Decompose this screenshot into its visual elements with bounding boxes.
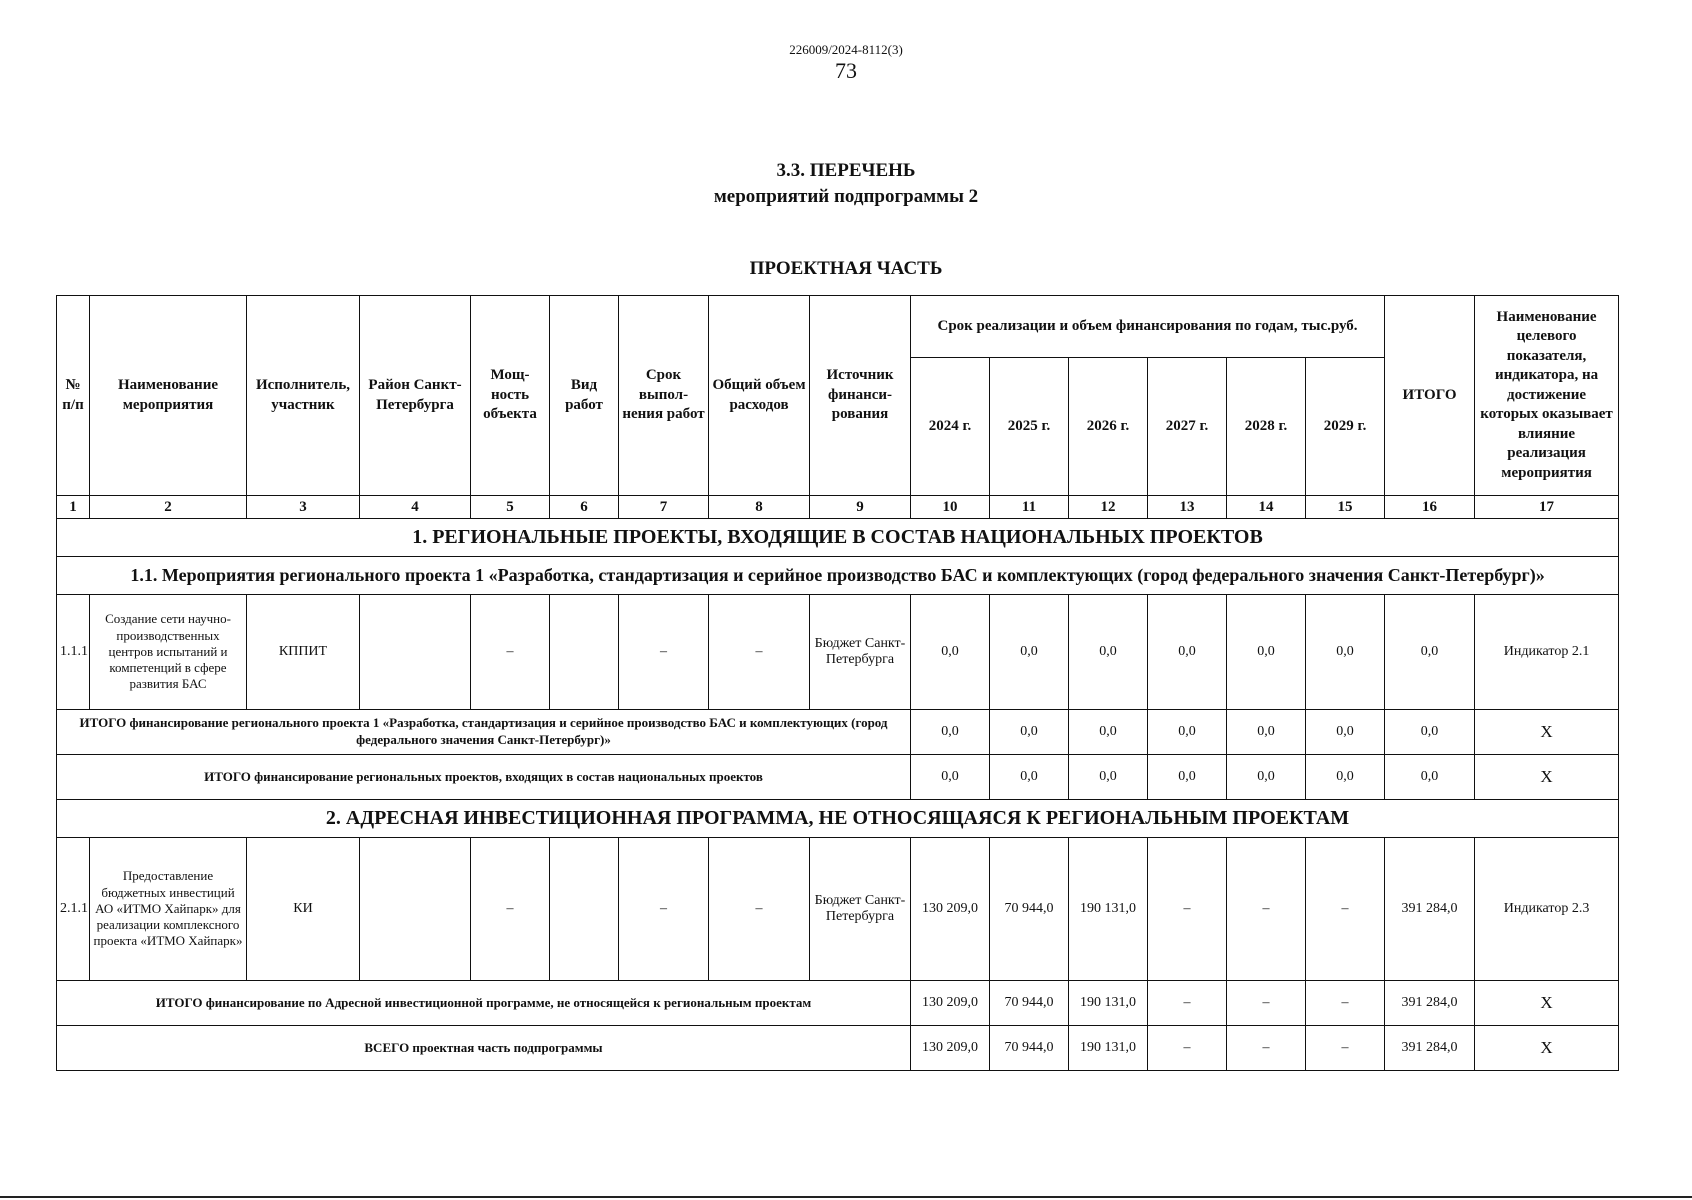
year-value: 0,0 <box>1148 755 1227 800</box>
column-number: 4 <box>360 496 471 519</box>
row-number: 2.1.1 <box>57 838 90 981</box>
section-title: 3.3. ПЕРЕЧЕНЬ <box>776 160 916 181</box>
header-indicator: Наименование целевого показателя, индикатора, на достижение которых оказывает влияние реализация мероприятия <box>1475 296 1619 496</box>
year-value: 0,0 <box>1306 595 1385 710</box>
header-year: 2024 г. <box>911 358 990 496</box>
year-value: – <box>1148 1026 1227 1071</box>
year-value: 0,0 <box>990 710 1069 755</box>
indicator: X <box>1475 1026 1619 1071</box>
column-number: 14 <box>1227 496 1306 519</box>
header-work-type: Вид работ <box>550 296 619 496</box>
column-number: 13 <box>1148 496 1227 519</box>
year-value: – <box>1306 838 1385 981</box>
year-value: 0,0 <box>990 755 1069 800</box>
year-value: – <box>1148 838 1227 981</box>
year-value: 0,0 <box>911 710 990 755</box>
year-value: 0,0 <box>1306 755 1385 800</box>
year-value: 190 131,0 <box>1069 981 1148 1026</box>
column-number: 1 <box>57 496 90 519</box>
header-total-cost: Общий объем расходов <box>709 296 810 496</box>
column-number: 3 <box>247 496 360 519</box>
total-label: ИТОГО финансирование регионального проекта 1 «Разработка, стандартизация и серийное производство БАС и комплектующих (город федерального значения Санкт-Петербург)» <box>57 710 911 755</box>
page-bottom-border <box>0 1196 1692 1198</box>
header-name: Наименование мероприятия <box>90 296 247 496</box>
header-itogo: ИТОГО <box>1385 296 1475 496</box>
column-number: 6 <box>550 496 619 519</box>
year-value: 0,0 <box>1227 710 1306 755</box>
header-source: Источник финанси-рования <box>810 296 911 496</box>
column-number: 16 <box>1385 496 1475 519</box>
itogo-value: 0,0 <box>1385 755 1475 800</box>
column-number: 15 <box>1306 496 1385 519</box>
itogo-value: 391 284,0 <box>1385 981 1475 1026</box>
year-value: 190 131,0 <box>1069 838 1148 981</box>
total-cost: – <box>709 595 810 710</box>
executor: КИ <box>247 838 360 981</box>
indicator: X <box>1475 981 1619 1026</box>
year-value: – <box>1306 981 1385 1026</box>
year-value: 190 131,0 <box>1069 1026 1148 1071</box>
capacity: – <box>471 595 550 710</box>
activities-table <box>56 295 1619 1071</box>
year-value: 0,0 <box>911 755 990 800</box>
section-header-row <box>57 519 1619 557</box>
column-number: 8 <box>709 496 810 519</box>
funding-source: Бюджет Санкт-Петербурга <box>810 595 911 710</box>
executor: КППИТ <box>247 595 360 710</box>
indicator: Индикатор 2.3 <box>1475 838 1619 981</box>
year-value: 130 209,0 <box>911 1026 990 1071</box>
total-cost: – <box>709 838 810 981</box>
subsection-1-1-title: 1.1. Мероприятия регионального проекта 1 «Разработка, стандартизация и серийное производство БАС и комплектующих (город федерального значения Санкт-Петербург)» <box>57 557 1619 595</box>
district <box>360 838 471 981</box>
column-number: 10 <box>911 496 990 519</box>
deadline: – <box>619 595 709 710</box>
year-value: – <box>1227 981 1306 1026</box>
column-numbers-row <box>57 496 1619 519</box>
header-year: 2028 г. <box>1227 358 1306 496</box>
year-value: 70 944,0 <box>990 838 1069 981</box>
header-num: № п/п <box>57 296 90 496</box>
itogo-value: 0,0 <box>1385 710 1475 755</box>
grand-total-label: ВСЕГО проектная часть подпрограммы <box>57 1026 911 1071</box>
year-value: – <box>1227 1026 1306 1071</box>
year-value: 0,0 <box>1069 755 1148 800</box>
capacity: – <box>471 838 550 981</box>
header-period-group: Срок реализации и объем финансирования по годам, тыс.руб. <box>911 296 1385 358</box>
year-value: 0,0 <box>1148 710 1227 755</box>
work-type <box>550 838 619 981</box>
year-value: 0,0 <box>990 595 1069 710</box>
table-row <box>57 838 1619 981</box>
page-number: 73 <box>835 58 857 83</box>
header-executor: Исполнитель, участник <box>247 296 360 496</box>
column-number: 7 <box>619 496 709 519</box>
work-type <box>550 595 619 710</box>
column-number: 17 <box>1475 496 1619 519</box>
year-value: 0,0 <box>1227 755 1306 800</box>
year-value: 130 209,0 <box>911 981 990 1026</box>
year-value: – <box>1148 981 1227 1026</box>
year-value: – <box>1306 1026 1385 1071</box>
year-value: 70 944,0 <box>990 1026 1069 1071</box>
section-header-row <box>57 800 1619 838</box>
itogo-value: 391 284,0 <box>1385 1026 1475 1071</box>
total-label: ИТОГО финансирование региональных проектов, входящих в состав национальных проектов <box>57 755 911 800</box>
year-value: 0,0 <box>911 595 990 710</box>
indicator: Индикатор 2.1 <box>1475 595 1619 710</box>
part-title: ПРОЕКТНАЯ ЧАСТЬ <box>749 258 943 279</box>
total-row <box>57 710 1619 755</box>
itogo-value: 391 284,0 <box>1385 838 1475 981</box>
total-row <box>57 755 1619 800</box>
registration-number: 226009/2024-8112(3) <box>789 42 903 57</box>
itogo-value: 0,0 <box>1385 595 1475 710</box>
year-value: 0,0 <box>1069 595 1148 710</box>
funding-source: Бюджет Санкт-Петербурга <box>810 838 911 981</box>
indicator: X <box>1475 755 1619 800</box>
header-year: 2026 г. <box>1069 358 1148 496</box>
column-number: 9 <box>810 496 911 519</box>
subsection-header-row <box>57 557 1619 595</box>
year-value: 130 209,0 <box>911 838 990 981</box>
column-number: 11 <box>990 496 1069 519</box>
year-value: 70 944,0 <box>990 981 1069 1026</box>
header-year: 2029 г. <box>1306 358 1385 496</box>
activity-name: Предоставление бюджетных инвестиций АО «ИТМО Хайпарк» для реализации комплексного проекта «ИТМО Хайпарк» <box>90 838 247 981</box>
column-number: 2 <box>90 496 247 519</box>
indicator: X <box>1475 710 1619 755</box>
column-number: 12 <box>1069 496 1148 519</box>
header-capacity: Мощ-ность объекта <box>471 296 550 496</box>
header-district: Район Санкт-Петербурга <box>360 296 471 496</box>
grand-total-row <box>57 1026 1619 1071</box>
header-year: 2025 г. <box>990 358 1069 496</box>
column-number: 5 <box>471 496 550 519</box>
year-value: 0,0 <box>1227 595 1306 710</box>
total-label: ИТОГО финансирование по Адресной инвестиционной программе, не относящейся к региональным проектам <box>57 981 911 1026</box>
section-2-title: 2. АДРЕСНАЯ ИНВЕСТИЦИОННАЯ ПРОГРАММА, НЕ ОТНОСЯЩАЯСЯ К РЕГИОНАЛЬНЫМ ПРОЕКТАМ <box>57 800 1619 838</box>
year-value: 0,0 <box>1306 710 1385 755</box>
header-year: 2027 г. <box>1148 358 1227 496</box>
year-value: 0,0 <box>1069 710 1148 755</box>
header-row <box>57 296 1619 358</box>
header-deadline: Срок выпол-нения работ <box>619 296 709 496</box>
district <box>360 595 471 710</box>
table-row <box>57 595 1619 710</box>
activity-name: Создание сети научно-производственных центров испытаний и компетенций в сфере развития БАС <box>90 595 247 710</box>
row-number: 1.1.1 <box>57 595 90 710</box>
section-subtitle: мероприятий подпрограммы 2 <box>713 186 979 207</box>
section-1-title: 1. РЕГИОНАЛЬНЫЕ ПРОЕКТЫ, ВХОДЯЩИЕ В СОСТАВ НАЦИОНАЛЬНЫХ ПРОЕКТОВ <box>57 519 1619 557</box>
total-row <box>57 981 1619 1026</box>
year-value: – <box>1227 838 1306 981</box>
deadline: – <box>619 838 709 981</box>
year-value: 0,0 <box>1148 595 1227 710</box>
